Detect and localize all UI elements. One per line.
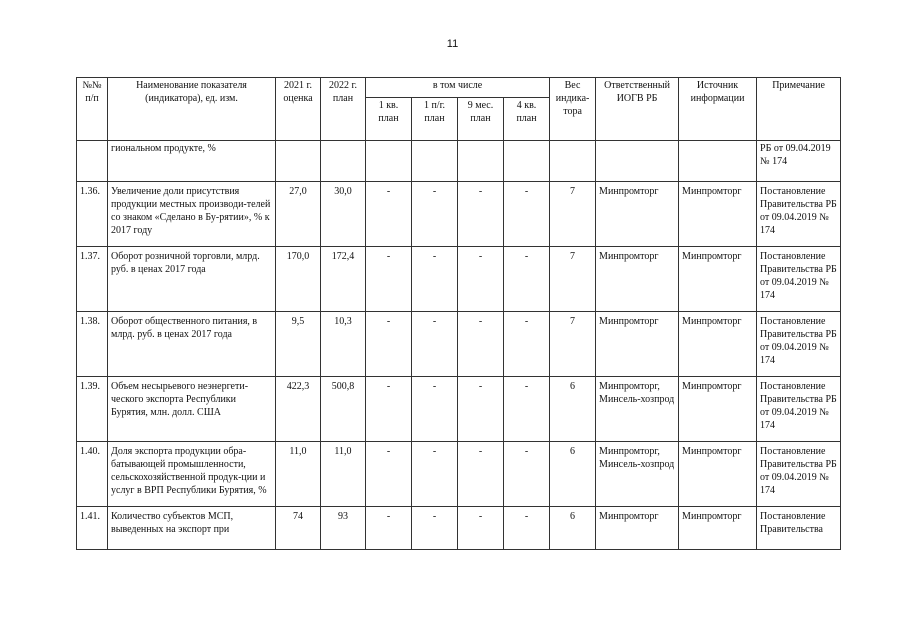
table-row xyxy=(77,312,841,377)
cell-note: Постановление Правительства РБ от 09.04.2019 № 174 xyxy=(757,442,841,507)
cell-num: 1.41. xyxy=(77,507,108,550)
header-including: в том числе xyxy=(366,78,550,98)
cell-responsible: Минпромторг, Минсель-хозпрод xyxy=(596,442,679,507)
cell-weight: 7 xyxy=(550,247,596,312)
cell-note: Постановление Правительства xyxy=(757,507,841,550)
cell-q4: - xyxy=(504,507,550,550)
cell-source: Минпромторг xyxy=(679,377,757,442)
cell-2021: 11,0 xyxy=(276,442,321,507)
cell-name: Увеличение доли присутствия продукции местных производи-телей со знаком «Сделано в Бу-рятии», % к 2017 году xyxy=(108,182,276,247)
cell-source: Минпромторг xyxy=(679,247,757,312)
cell-h1: - xyxy=(412,442,458,507)
cell-source: Минпромторг xyxy=(679,182,757,247)
cell-9m: - xyxy=(458,442,504,507)
header-note: Примечание xyxy=(757,78,841,141)
cell-responsible: Минпромторг xyxy=(596,507,679,550)
cell-name: гиональном продукте, % xyxy=(108,141,276,182)
indicators-table xyxy=(76,77,841,550)
cell-weight: 6 xyxy=(550,442,596,507)
cell-weight: 7 xyxy=(550,312,596,377)
cell-note: РБ от 09.04.2019 № 174 xyxy=(757,141,841,182)
table-row xyxy=(77,377,841,442)
table-row xyxy=(77,247,841,312)
cell-num: 1.36. xyxy=(77,182,108,247)
cell-h1: - xyxy=(412,247,458,312)
table-row xyxy=(77,182,841,247)
cell-2022: 500,8 xyxy=(321,377,366,442)
cell-2021: 74 xyxy=(276,507,321,550)
cell-name: Количество субъектов МСП, выведенных на экспорт при xyxy=(108,507,276,550)
cell-h1: - xyxy=(412,377,458,442)
cell-q4: - xyxy=(504,182,550,247)
cell-h1: - xyxy=(412,507,458,550)
page-number: 11 xyxy=(446,38,459,50)
cell-9m: - xyxy=(458,247,504,312)
cell-num: 1.38. xyxy=(77,312,108,377)
cell-2021: 170,0 xyxy=(276,247,321,312)
cell-q1: - xyxy=(366,442,412,507)
cell-h1: - xyxy=(412,182,458,247)
cell-q1: - xyxy=(366,312,412,377)
cell-source: Минпромторг xyxy=(679,442,757,507)
cell-weight: 7 xyxy=(550,182,596,247)
cell-num xyxy=(77,141,108,182)
header-q1: 1 кв. план xyxy=(366,98,412,141)
header-q4: 4 кв. план xyxy=(504,98,550,141)
cell-source: Минпромторг xyxy=(679,312,757,377)
cell-9m: - xyxy=(458,377,504,442)
cell-2022: 11,0 xyxy=(321,442,366,507)
cell-9m: - xyxy=(458,182,504,247)
header-responsible: Ответственный ИОГВ РБ xyxy=(596,78,679,141)
cell-weight: 6 xyxy=(550,377,596,442)
cell-2022: 30,0 xyxy=(321,182,366,247)
cell-q4: - xyxy=(504,247,550,312)
cell-weight: 6 xyxy=(550,507,596,550)
cell-name: Оборот общественного питания, в млрд. руб. в ценах 2017 года xyxy=(108,312,276,377)
cell-q1: - xyxy=(366,507,412,550)
cell-q4: - xyxy=(504,442,550,507)
cell-name: Объем несырьевого неэнергети-ческого экспорта Республики Бурятия, млн. долл. США xyxy=(108,377,276,442)
header-9m: 9 мес. план xyxy=(458,98,504,141)
header-name: Наименование показателя (индикатора), ед. изм. xyxy=(108,78,276,141)
cell-responsible: Минпромторг xyxy=(596,312,679,377)
cell-q1: - xyxy=(366,247,412,312)
table-row xyxy=(77,507,841,550)
cell-name: Оборот розничной торговли, млрд. руб. в ценах 2017 года xyxy=(108,247,276,312)
header-weight: Вес индика-тора xyxy=(550,78,596,141)
header-2021: 2021 г. оценка xyxy=(276,78,321,141)
cell-responsible: Минпромторг xyxy=(596,247,679,312)
cell-responsible: Минпромторг, Минсель-хозпрод xyxy=(596,377,679,442)
cell-note: Постановление Правительства РБ от 09.04.2019 № 174 xyxy=(757,377,841,442)
cell-note: Постановление Правительства РБ от 09.04.2019 № 174 xyxy=(757,247,841,312)
cell-9m: - xyxy=(458,507,504,550)
cell-h1: - xyxy=(412,312,458,377)
header-source: Источник информации xyxy=(679,78,757,141)
cell-q4: - xyxy=(504,377,550,442)
cell-q1: - xyxy=(366,182,412,247)
cell-2022: 93 xyxy=(321,507,366,550)
header-2022: 2022 г. план xyxy=(321,78,366,141)
cell-2022: 172,4 xyxy=(321,247,366,312)
cell-9m: - xyxy=(458,312,504,377)
cell-note: Постановление Правительства РБ от 09.04.2019 № 174 xyxy=(757,312,841,377)
cell-name: Доля экспорта продукции обра-батывающей промышленности, сельскохозяйственной продук-ции и услуг в ВРП Республики Бурятия, % xyxy=(108,442,276,507)
header-h1: 1 п/г. план xyxy=(412,98,458,141)
cell-q1: - xyxy=(366,377,412,442)
header-num: №№ п/п xyxy=(77,78,108,141)
cell-num: 1.37. xyxy=(77,247,108,312)
cell-2022: 10,3 xyxy=(321,312,366,377)
table-row xyxy=(77,442,841,507)
cell-num: 1.40. xyxy=(77,442,108,507)
cell-2021: 422,3 xyxy=(276,377,321,442)
cell-note: Постановление Правительства РБ от 09.04.2019 № 174 xyxy=(757,182,841,247)
cell-responsible: Минпромторг xyxy=(596,182,679,247)
cell-2021: 9,5 xyxy=(276,312,321,377)
table-row-continuation xyxy=(77,141,841,182)
cell-2021: 27,0 xyxy=(276,182,321,247)
cell-q4: - xyxy=(504,312,550,377)
cell-source: Минпромторг xyxy=(679,507,757,550)
cell-num: 1.39. xyxy=(77,377,108,442)
